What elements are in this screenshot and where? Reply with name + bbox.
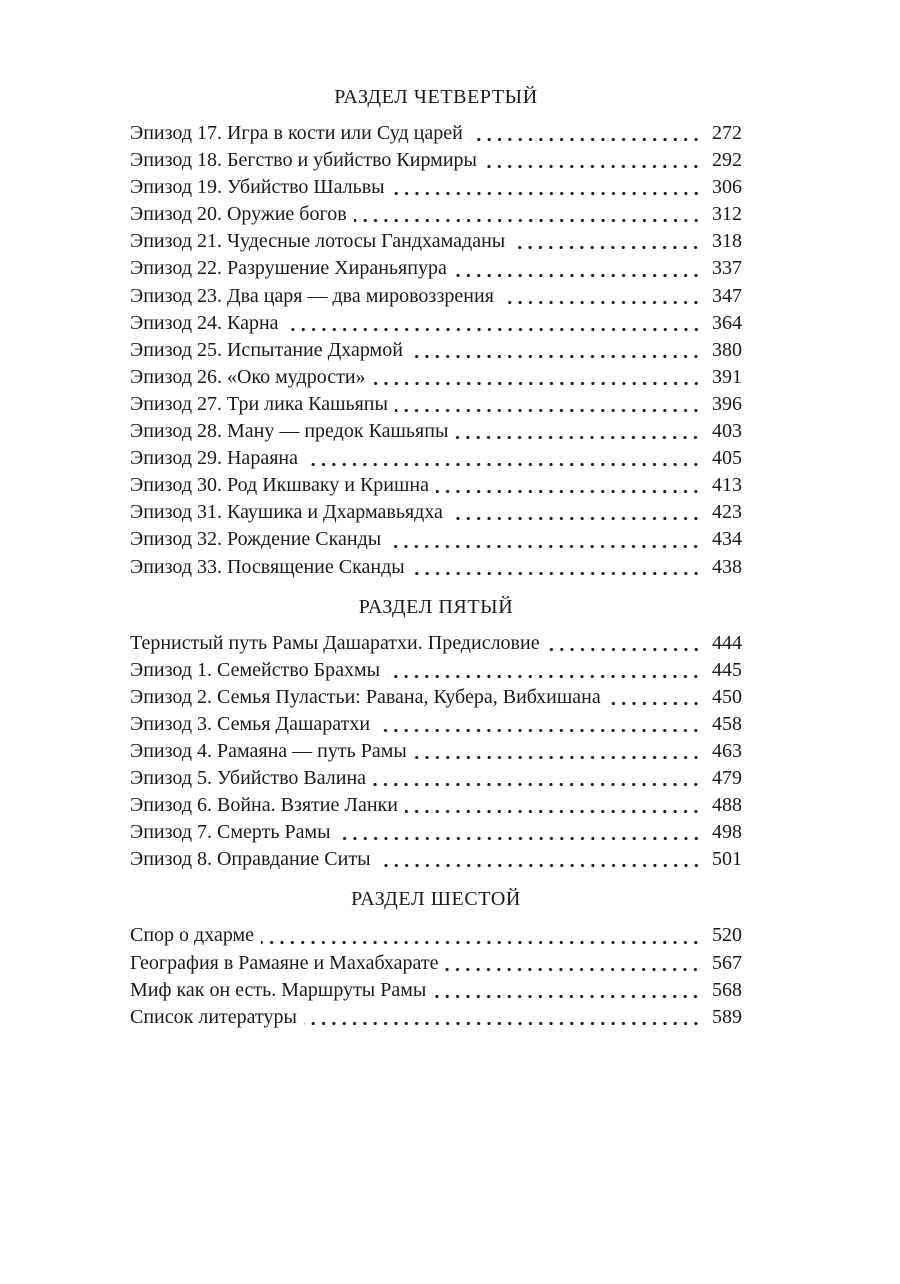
entry-title: Эпизод 20. Оружие богов: [130, 203, 347, 226]
toc-entry: [130, 819, 742, 846]
entry-page-number: 445: [712, 658, 742, 681]
entry-title: Эпизод 24. Карна: [130, 311, 279, 334]
dot-leader: [371, 846, 702, 873]
entry-page-number: 423: [712, 501, 742, 524]
entry-page-number: 463: [712, 739, 742, 762]
toc-entry: [130, 310, 742, 337]
entry-title: Эпизод 5. Убийство Валина: [130, 767, 367, 790]
entry-page-number: 567: [712, 951, 742, 974]
entry-title: Эпизод 21. Чудесные лотосы Гандхамаданы: [130, 230, 506, 253]
entry-page-number: 403: [712, 420, 742, 443]
toc-entry: [130, 120, 742, 147]
entry-title: Эпизод 26. «Око мудрости»: [130, 365, 366, 388]
dot-leader: [398, 792, 702, 819]
entry-page-number: 405: [712, 447, 742, 470]
section-title: РАЗДЕЛ ЧЕТВЕРТЫЙ: [334, 86, 538, 108]
dot-leader: [403, 337, 702, 364]
toc-entry: [130, 391, 742, 418]
entry-page-number: 568: [712, 978, 742, 1001]
entry-page-number: 501: [712, 848, 742, 871]
dot-leader: [366, 364, 702, 391]
entry-page-number: 520: [712, 924, 742, 947]
toc-entry: [130, 846, 742, 873]
toc-entry: [130, 445, 742, 472]
toc-entry: [130, 418, 742, 445]
section-title: РАЗДЕЛ ШЕСТОЙ: [351, 888, 521, 911]
dot-leader: [407, 738, 702, 765]
entry-title: Эпизод 30. Род Икшваку и Кришна: [130, 474, 429, 497]
entry-title: Эпизод 3. Семья Дашаратхи: [130, 712, 371, 735]
entry-title: Спор о дхарме: [130, 924, 255, 947]
toc-entry: [130, 526, 742, 553]
entry-page-number: 292: [712, 149, 742, 172]
entry-page-number: 337: [712, 257, 742, 280]
dot-leader: [380, 657, 702, 684]
entry-page-number: 347: [712, 284, 742, 307]
toc-section: [130, 84, 742, 581]
entry-title: Миф как он есть. Маршруты Рамы: [130, 978, 427, 1001]
entry-title: Эпизод 31. Каушика и Дхармавьядха: [130, 501, 443, 524]
dot-leader: [540, 630, 702, 657]
dot-leader: [331, 819, 702, 846]
entry-page-number: 458: [712, 712, 742, 735]
entry-title: Эпизод 6. Война. Взятие Ланки: [130, 794, 398, 817]
toc-entry: [130, 472, 742, 499]
entry-title: Эпизод 8. Оправдание Ситы: [130, 848, 371, 871]
entry-title: География в Рамаяне и Махабхарате: [130, 951, 439, 974]
dot-leader: [370, 711, 702, 738]
dot-leader: [347, 201, 702, 228]
toc-entry: [130, 977, 742, 1004]
entry-page-number: 272: [712, 122, 742, 144]
dot-leader: [505, 228, 702, 255]
dot-leader: [601, 684, 702, 711]
entry-title: Эпизод 19. Убийство Шальвы: [130, 176, 385, 199]
entry-page-number: 479: [712, 767, 742, 790]
entry-title: Эпизод 7. Смерть Рамы: [130, 821, 331, 844]
toc-entry: [130, 684, 742, 711]
toc-entry: [130, 1004, 742, 1031]
entry-title: Эпизод 2. Семья Пуластьи: Равана, Кубера, Вибхишана: [130, 685, 601, 708]
dot-leader: [426, 977, 702, 1004]
toc-entry: [130, 950, 742, 977]
entry-title: Эпизод 22. Разрушение Хираньяпура: [130, 257, 447, 280]
entry-title: Эпизод 25. Испытание Дхармой: [130, 338, 403, 361]
entry-page-number: 380: [712, 338, 742, 361]
dot-leader: [494, 283, 702, 310]
toc-entry: [130, 147, 742, 174]
entry-title: Эпизод 27. Три лика Кашьяпы: [130, 392, 388, 415]
dot-leader: [279, 310, 702, 337]
toc-entry: [130, 765, 742, 792]
dot-leader: [429, 472, 702, 499]
entry-page-number: 589: [712, 1005, 742, 1028]
entry-page-number: 396: [712, 392, 742, 415]
entry-title: Эпизод 17. Игра в кости или Суд царей: [130, 122, 463, 144]
entry-page-number: 364: [712, 311, 742, 334]
table-of-contents-page: [130, 84, 742, 1031]
dot-leader: [448, 418, 702, 445]
toc-entry: [130, 228, 742, 255]
dot-leader: [381, 526, 702, 553]
entry-title: Эпизод 33. Посвящение Сканды: [130, 555, 405, 578]
dot-leader: [254, 922, 702, 949]
entry-page-number: 413: [712, 474, 742, 497]
entry-page-number: 450: [712, 685, 742, 708]
entry-page-number: 444: [712, 631, 742, 654]
entry-page-number: 312: [712, 203, 742, 226]
entry-title: Эпизод 1. Семейство Брахмы: [130, 658, 381, 681]
toc-section: [130, 594, 742, 874]
dot-leader: [366, 765, 702, 792]
entry-title: Эпизод 28. Ману — предок Кашьяпы: [130, 420, 449, 443]
dot-leader: [438, 950, 702, 977]
dot-leader: [297, 1004, 702, 1031]
section-title: РАЗДЕЛ ПЯТЫЙ: [358, 595, 514, 618]
dot-leader: [298, 445, 702, 472]
dot-leader: [477, 147, 702, 174]
entry-page-number: 498: [712, 821, 742, 844]
toc-entry: [130, 364, 742, 391]
toc-entry: [130, 499, 742, 526]
entry-title: Эпизод 29. Нараяна: [130, 447, 298, 470]
toc-entry: [130, 283, 742, 310]
entry-title: Эпизод 32. Рождение Сканды: [130, 528, 382, 551]
toc-entry: [130, 554, 742, 581]
entry-page-number: 391: [712, 365, 742, 388]
dot-leader: [388, 391, 702, 418]
dot-leader: [443, 499, 702, 526]
dot-leader: [447, 255, 702, 282]
entry-page-number: 438: [712, 555, 742, 578]
toc-entry: [130, 255, 742, 282]
toc-entry: [130, 201, 742, 228]
toc-entry: [130, 337, 742, 364]
entry-title: Тернистый путь Рамы Дашаратхи. Предисловие: [130, 631, 540, 654]
toc-entry: [130, 792, 742, 819]
dot-leader: [385, 174, 702, 201]
entry-page-number: 318: [712, 230, 742, 253]
entry-title: Эпизод 23. Два царя — два мировоззрения: [130, 284, 494, 307]
entry-title: Эпизод 18. Бегство и убийство Кирмиры: [130, 149, 477, 172]
entry-page-number: 434: [712, 528, 742, 551]
entry-title: Эпизод 4. Рамаяна — путь Рамы: [130, 739, 407, 762]
toc-section: [130, 886, 742, 1030]
toc-entry: [130, 711, 742, 738]
toc-entry: [130, 174, 742, 201]
entry-page-number: 488: [712, 794, 742, 817]
toc-entry: [130, 657, 742, 684]
entry-page-number: 306: [712, 176, 742, 199]
dot-leader: [463, 120, 702, 147]
entry-title: Список литературы: [130, 1005, 297, 1028]
toc-entry: [130, 630, 742, 657]
toc-entry: [130, 922, 742, 949]
dot-leader: [405, 554, 702, 581]
toc-entry: [130, 738, 742, 765]
